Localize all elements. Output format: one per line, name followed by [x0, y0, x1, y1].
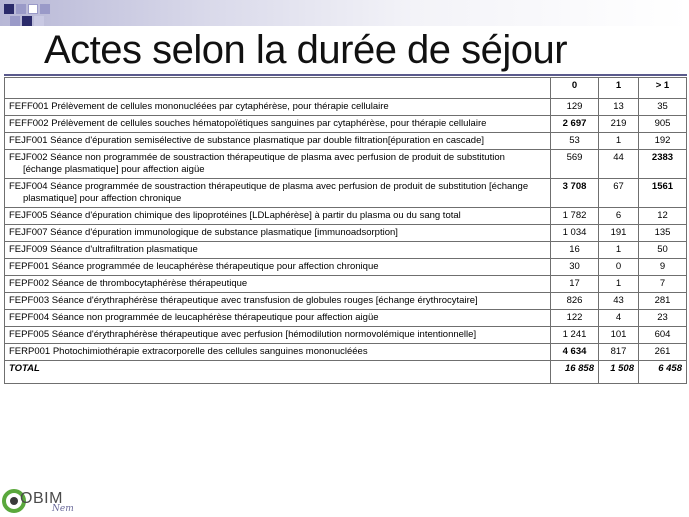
value-over-1-day: 905 — [639, 116, 687, 133]
act-label — [5, 293, 551, 310]
act-label-text: FEJF002 Séance non programmée de soustraction thérapeutique de plasma avec perfusion de produit de substitution [échange plasmatique] pour affection aigüe — [9, 152, 505, 175]
table-row — [5, 208, 687, 225]
table-row — [5, 344, 687, 361]
act-label — [5, 259, 551, 276]
value-1-day: 101 — [599, 327, 639, 344]
value-1-day: 1 — [599, 242, 639, 259]
table-row — [5, 179, 687, 208]
header-cell-1: 1 — [599, 78, 639, 99]
header-cell-label — [5, 78, 551, 99]
act-label — [5, 99, 551, 116]
header-cell-gt1: > 1 — [639, 78, 687, 99]
decorative-squares — [0, 0, 60, 30]
table-row — [5, 99, 687, 116]
table-row — [5, 293, 687, 310]
value-0-day: 2 697 — [551, 116, 599, 133]
act-label-text: FEPF002 Séance de thrombocytaphérèse thérapeutique — [9, 278, 248, 289]
value-over-1-day: 604 — [639, 327, 687, 344]
value-over-1-day: 50 — [639, 242, 687, 259]
table-row — [5, 225, 687, 242]
act-label — [5, 310, 551, 327]
total-value-1: 1 508 — [599, 361, 639, 384]
table-row — [5, 150, 687, 179]
act-label-text: FEFF002 Prélèvement de cellules souches hématopoïétiques sanguines par cytaphérèse, pour thérapie cellulaire — [9, 118, 487, 129]
total-row — [5, 361, 687, 384]
header-cell-0: 0 — [551, 78, 599, 99]
logo-subtitle: Nem — [52, 504, 74, 514]
value-1-day: 1 — [599, 133, 639, 150]
value-over-1-day: 12 — [639, 208, 687, 225]
act-label — [5, 150, 551, 179]
value-1-day: 67 — [599, 179, 639, 208]
total-value-0: 16 858 — [551, 361, 599, 384]
value-1-day: 43 — [599, 293, 639, 310]
value-0-day: 122 — [551, 310, 599, 327]
acts-table — [4, 77, 687, 384]
value-0-day: 17 — [551, 276, 599, 293]
slide-title: Actes selon la durée de séjour — [44, 28, 568, 72]
logo-text: OBIM — [20, 490, 63, 507]
value-0-day: 3 708 — [551, 179, 599, 208]
act-label-text: FEJF005 Séance d'épuration chimique des lipoprotéines [LDLaphérèse] à partir du plasma ou du sang total — [9, 210, 461, 221]
value-over-1-day: 261 — [639, 344, 687, 361]
value-1-day: 44 — [599, 150, 639, 179]
act-label-text: FEJF007 Séance d'épuration immunologique de substance plasmatique [immunoadsorption] — [9, 227, 398, 238]
value-1-day: 6 — [599, 208, 639, 225]
header-gradient-band — [0, 0, 689, 26]
table-row — [5, 310, 687, 327]
act-label — [5, 327, 551, 344]
value-0-day: 30 — [551, 259, 599, 276]
value-over-1-day: 192 — [639, 133, 687, 150]
value-over-1-day: 23 — [639, 310, 687, 327]
value-over-1-day: 135 — [639, 225, 687, 242]
act-label — [5, 179, 551, 208]
act-label — [5, 208, 551, 225]
act-label-text: FERP001 Photochimiothérapie extracorporelle des cellules sanguines mononucléées — [9, 346, 368, 357]
value-0-day: 1 034 — [551, 225, 599, 242]
value-0-day: 569 — [551, 150, 599, 179]
value-0-day: 1 241 — [551, 327, 599, 344]
table-row — [5, 276, 687, 293]
value-0-day: 826 — [551, 293, 599, 310]
table-row — [5, 133, 687, 150]
table-header-row — [5, 78, 687, 99]
act-label-text: FEJF009 Séance d'ultrafiltration plasmatique — [9, 244, 198, 255]
value-over-1-day: 7 — [639, 276, 687, 293]
table-row — [5, 116, 687, 133]
act-label — [5, 133, 551, 150]
act-label-text: FEPF001 Séance programmée de leucaphérèse thérapeutique pour affection chronique — [9, 261, 379, 272]
value-over-1-day: 35 — [639, 99, 687, 116]
value-1-day: 13 — [599, 99, 639, 116]
value-over-1-day: 9 — [639, 259, 687, 276]
value-0-day: 16 — [551, 242, 599, 259]
table-row — [5, 242, 687, 259]
value-1-day: 219 — [599, 116, 639, 133]
act-label — [5, 116, 551, 133]
act-label-text: FEFF001 Prélèvement de cellules mononucléées par cytaphérèse, pour thérapie cellulaire — [9, 101, 389, 112]
value-over-1-day: 2383 — [639, 150, 687, 179]
value-0-day: 4 634 — [551, 344, 599, 361]
act-label-text: FEJF004 Séance programmée de soustraction thérapeutique de plasma avec perfusion de produit de substitution [échange plasmatique] pour affection chronique — [9, 181, 529, 204]
act-label-text: FEPF005 Séance d'érythraphérèse thérapeutique avec perfusion [hémodilution normovolémique intentionnelle] — [9, 329, 477, 340]
obim-logo — [2, 487, 92, 517]
table-row — [5, 327, 687, 344]
table-row — [5, 259, 687, 276]
value-1-day: 0 — [599, 259, 639, 276]
value-0-day: 53 — [551, 133, 599, 150]
value-1-day: 4 — [599, 310, 639, 327]
value-0-day: 1 782 — [551, 208, 599, 225]
value-0-day: 129 — [551, 99, 599, 116]
total-label: TOTAL — [5, 361, 551, 384]
act-label-text: FEPF004 Séance non programmée de leucaphérèse thérapeutique pour affection aigüe — [9, 312, 379, 323]
act-label — [5, 344, 551, 361]
title-underline — [4, 74, 687, 76]
act-label-text: FEJF001 Séance d'épuration semisélective de substance plasmatique par double filtration[épuration en cascade] — [9, 135, 484, 146]
value-over-1-day: 1561 — [639, 179, 687, 208]
total-value-gt1: 6 458 — [639, 361, 687, 384]
value-1-day: 1 — [599, 276, 639, 293]
act-label — [5, 276, 551, 293]
act-label — [5, 242, 551, 259]
value-1-day: 191 — [599, 225, 639, 242]
act-label — [5, 225, 551, 242]
value-1-day: 817 — [599, 344, 639, 361]
value-over-1-day: 281 — [639, 293, 687, 310]
act-label-text: FEPF003 Séance d'érythraphérèse thérapeutique avec transfusion de globules rouges [échange érythrocytaire] — [9, 295, 478, 306]
